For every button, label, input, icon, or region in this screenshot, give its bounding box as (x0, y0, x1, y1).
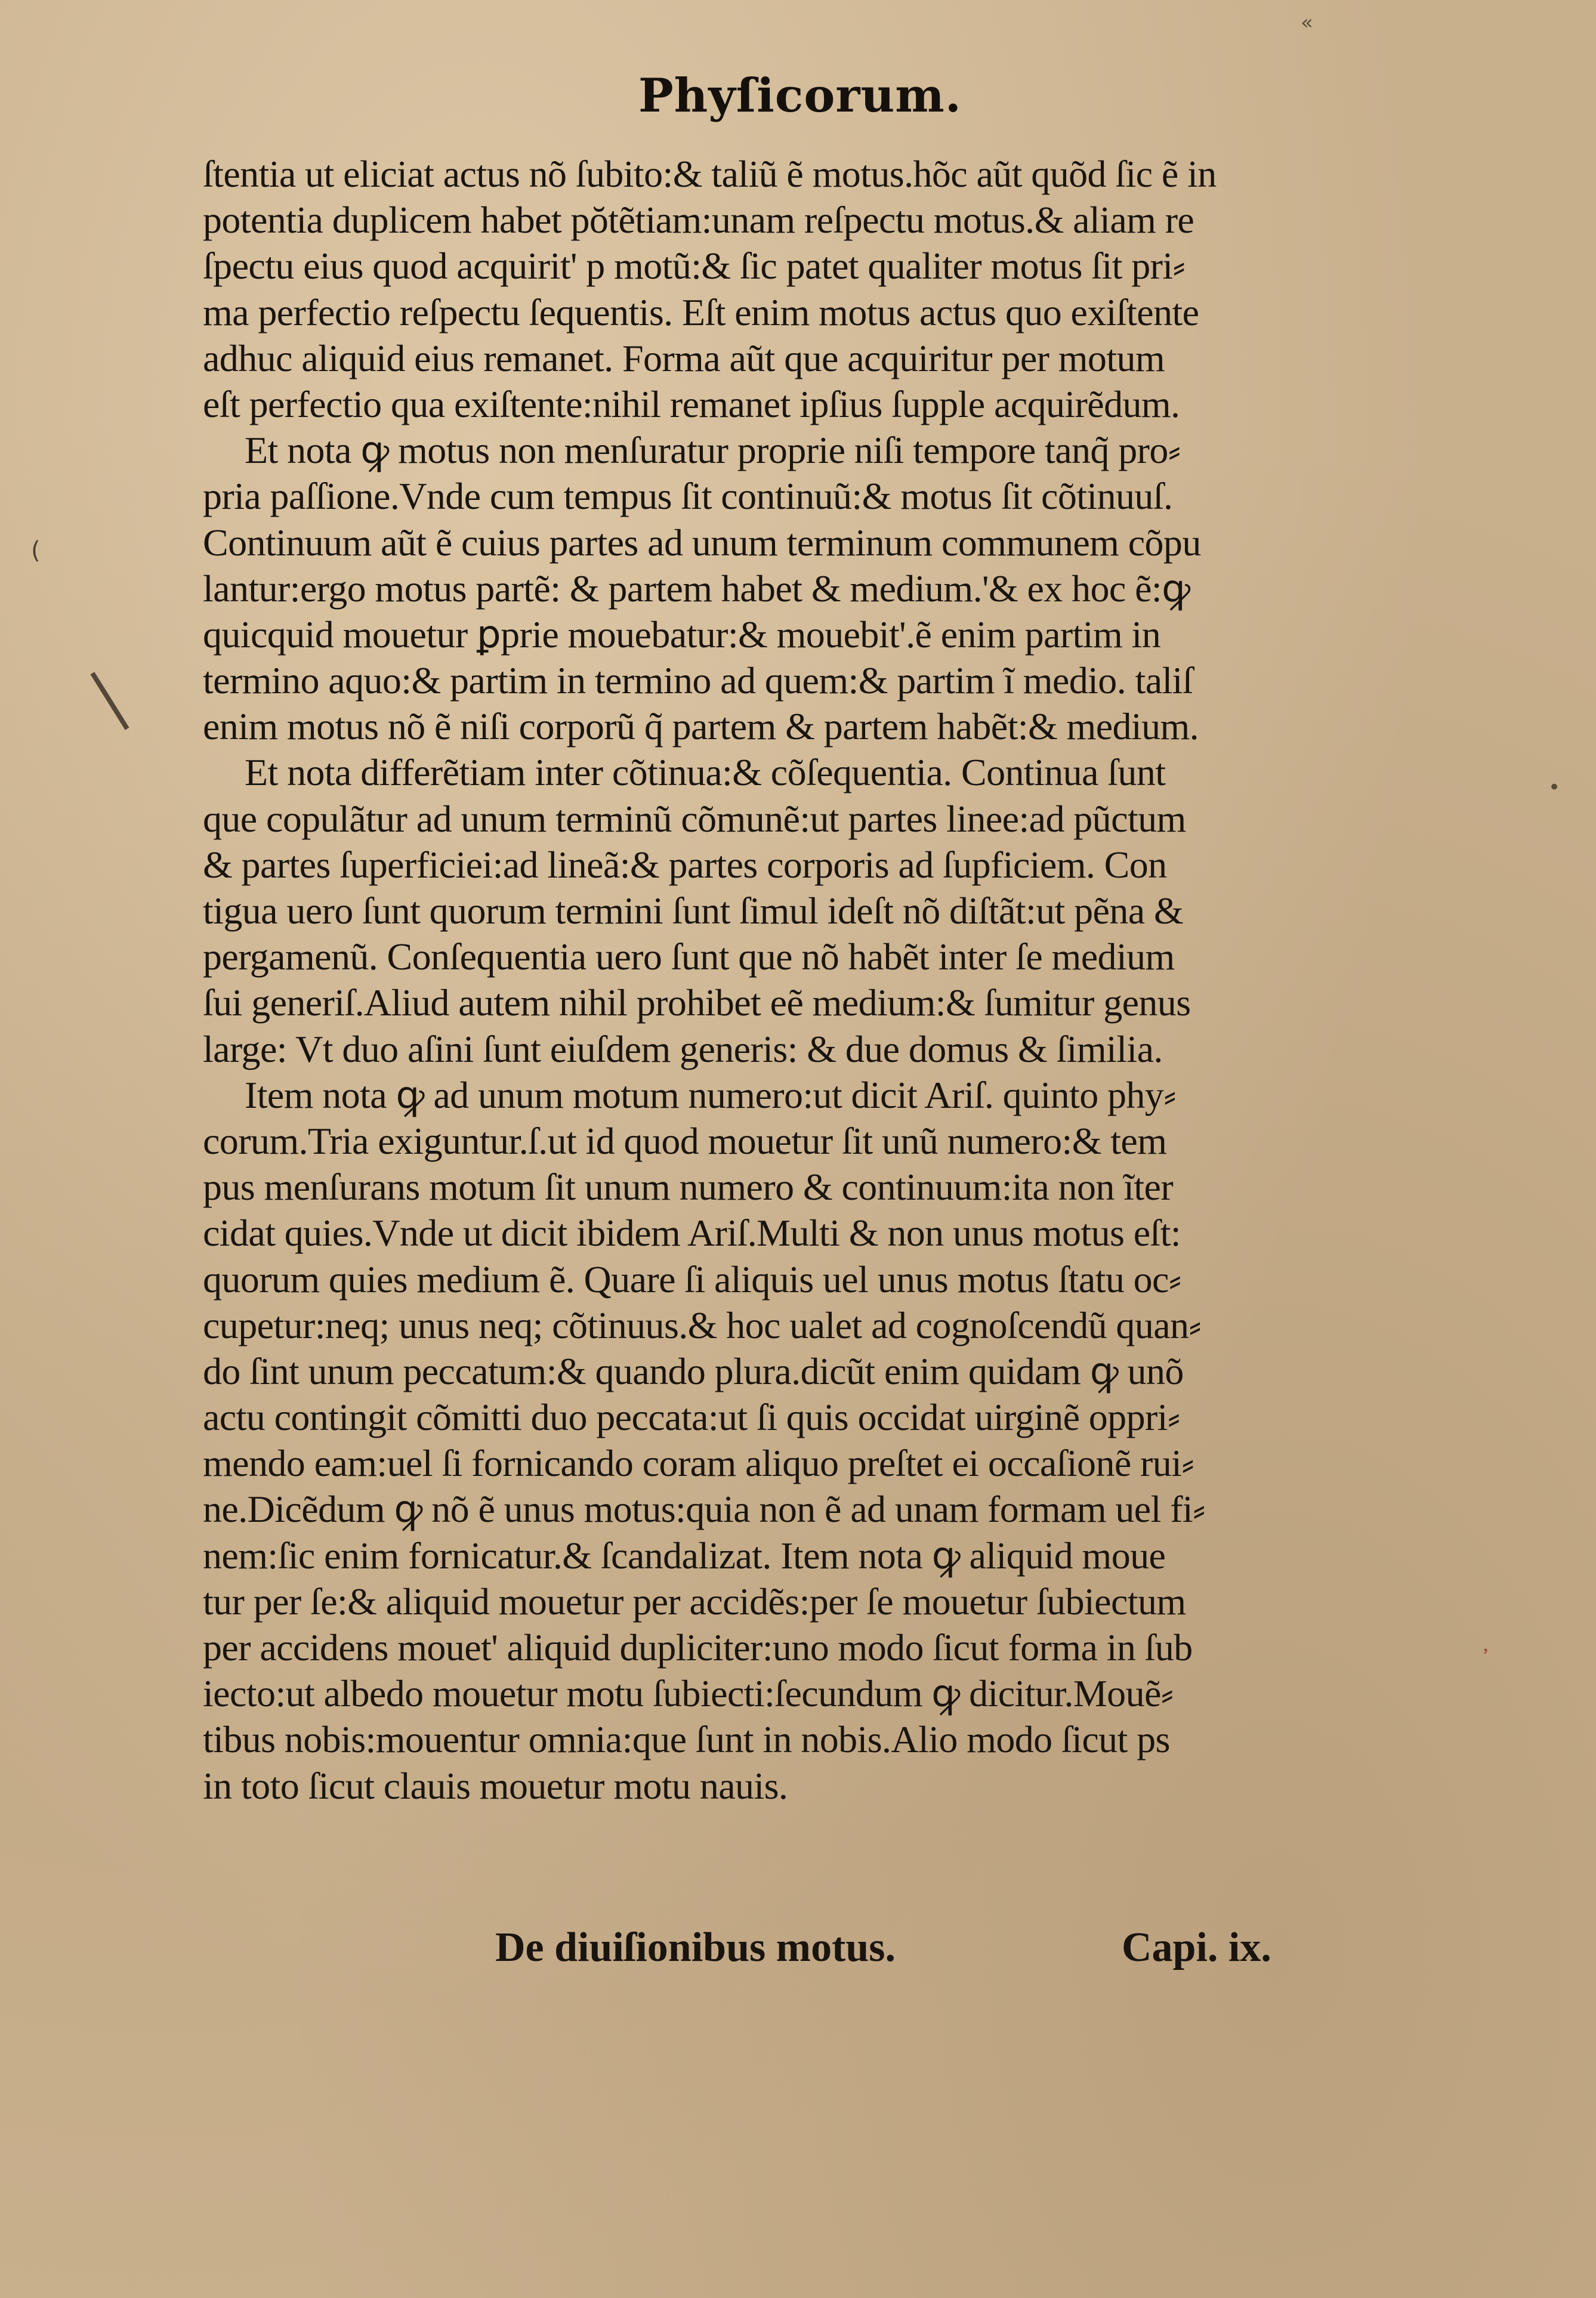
text-line: corum.Tria exiguntur.ſ.ut id quod mouetur ſit unũ numero:& tem (203, 1119, 1167, 1162)
running-head: Phyſicorum. (638, 69, 962, 123)
text-line: pus menſurans motum ſit unum numero & continuum:ita non ĩter (203, 1166, 1174, 1209)
text-line: Item nota ꝙ ad unum motum numero:ut dicit Ariſ. quinto phy⸗ (245, 1073, 1176, 1116)
chapter-heading (495, 1924, 1271, 1972)
text-block (203, 151, 1480, 1809)
text-line: nem:ſic enim fornicatur.& ſcandalizat. Item nota ꝙ aliquid moue (203, 1534, 1166, 1577)
text-line: do ſint unum peccatum:& quando plura.dicũt enim quidam ꝙ unõ (203, 1349, 1184, 1392)
text-line: large: Vt duo aſini ſunt eiuſdem generis: & due domus & ſimilia. (203, 1027, 1163, 1070)
red-ink-mark: ᾽ (1480, 1647, 1492, 1674)
text-line: ſpectu eius quod acquirit' p motũ:& ſic patet qualiter motus ſit pri⸗ (203, 245, 1186, 288)
text-line: mendo eam:uel ſi fornicando coram aliquo preſtet ei occaſionẽ rui⸗ (203, 1442, 1194, 1485)
chapter-title: De diuiſionibus motus. (495, 1925, 896, 1970)
text-line: iecto:ut albedo mouetur motu ſubiecti:ſecundum ꝙ dicitur.Mouẽ⸗ (203, 1672, 1174, 1715)
chapter-number: Capi. ix. (1122, 1925, 1271, 1970)
text-line: adhuc aliquid eius remanet. Forma aũt que acquiritur per motum (203, 336, 1165, 379)
text-line: pergamenũ. Conſequentia uero ſunt que nõ habẽt inter ſe medium (203, 935, 1175, 978)
text-line: cupetur:neq; unus neq; cõtinuus.& hoc ualet ad cognoſcendũ quan⸗ (203, 1304, 1202, 1346)
text-line: quicquid mouetur ꝑprie mouebatur:& mouebit'.ẽ enim partim in (203, 613, 1161, 656)
text-line: lantur:ergo motus partẽ: & partem habet & medium.'& ex hoc ẽ:ꝙ (203, 567, 1190, 610)
text-line: cidat quies.Vnde ut dicit ibidem Ariſ.Multi & non unus motus eſt: (203, 1212, 1181, 1255)
text-line: pria paſſione.Vnde cum tempus ſit continuũ:& motus ſit cõtinuuſ. (203, 475, 1173, 518)
text-line: Et nota differẽtiam inter cõtinua:& cõſequentia. Continua ſunt (245, 751, 1166, 794)
text-line: ſui generiſ.Aliud autem nihil prohibet eẽ medium:& ſumitur genus (203, 981, 1191, 1024)
text-line: actu contingit cõmitti duo peccata:ut ſi quis occidat uirginẽ oppri⸗ (203, 1396, 1180, 1439)
text-line: eſt perfectio qua exiſtente:nihil remanet ipſius ſupple acquirẽdum. (203, 382, 1180, 425)
text-line: termino aquo:& partim in termino ad quem:& partim ĩ medio. taliſ (203, 659, 1193, 702)
text-line: tibus nobis:mouentur omnia:que ſunt in nobis.Alio modo ſicut ps (203, 1718, 1170, 1761)
text-line: Et nota ꝙ motus non menſuratur proprie niſi tempore tanq̃ pro⸗ (245, 429, 1181, 472)
ink-speck-mark: « (1301, 11, 1313, 35)
text-line: ne.Dicẽdum ꝙ nõ ẽ unus motus:quia non ẽ ad unam formam uel fi⸗ (203, 1488, 1205, 1531)
text-line: Continuum aũt ẽ cuius partes ad unum terminum communem cõpu (203, 521, 1201, 564)
ink-dot-mark: • (1548, 776, 1561, 799)
text-line: tigua uero ſunt quorum termini ſunt ſimul ideſt nõ diſtãt:ut pẽna & (203, 889, 1184, 932)
margin-mark: ( (31, 537, 41, 564)
text-line: ma perfectio reſpectu ſequentis. Eſt enim motus actus quo exiſtente (203, 291, 1199, 333)
text-line: tur per ſe:& aliquid mouetur per accidẽs:per ſe mouetur ſubiectum (203, 1580, 1186, 1623)
text-line: per accidens mouet' aliquid dupliciter:uno modo ſicut forma in ſub (203, 1626, 1193, 1669)
text-line: enim motus nõ ẽ niſi corporũ q̃ partem & partem habẽt:& medium. (203, 705, 1199, 748)
text-line: & partes ſuperficiei:ad lineã:& partes corporis ad ſupficiem. Con (203, 843, 1167, 886)
text-line: potentia duplicem habet pŏtẽtiam:unam reſpectu motus.& aliam re (203, 199, 1194, 242)
text-line: ſtentia ut eliciat actus nõ ſubito:& taliũ ẽ motus.hõc aũt quõd ſic ẽ in (203, 153, 1217, 195)
margin-stroke-mark (90, 672, 129, 730)
text-line: quorum quies medium ẽ. Quare ſi aliquis uel unus motus ſtatu oc⸗ (203, 1258, 1181, 1301)
text-line: in toto ſicut clauis mouetur motu nauis. (203, 1764, 788, 1807)
text-line: que copulãtur ad unum terminũ cõmunẽ:ut partes linee:ad pũctum (203, 797, 1186, 840)
